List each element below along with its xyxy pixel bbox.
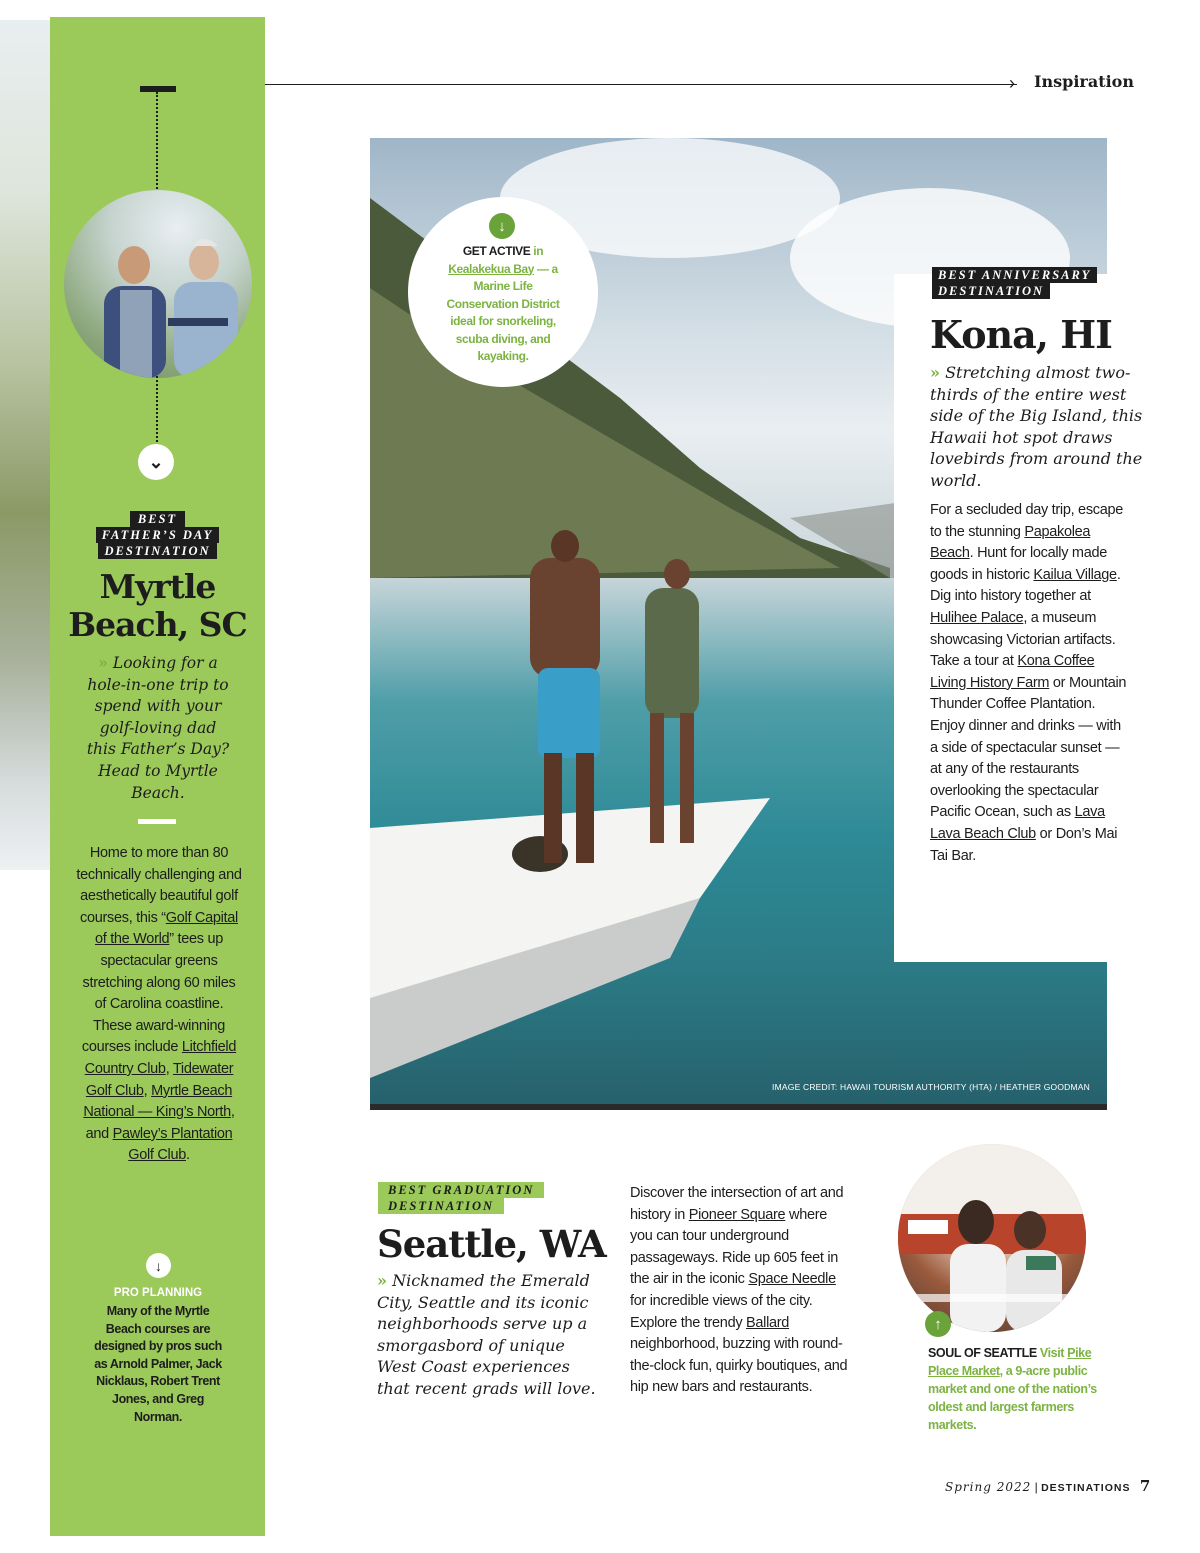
pioneer-square-link[interactable]: Pioneer Square bbox=[688, 1206, 786, 1223]
tag-line: BEST bbox=[130, 511, 185, 527]
tidewater-link[interactable]: Tidewater Golf Club bbox=[85, 1060, 234, 1099]
kona-deck bbox=[930, 362, 1145, 492]
sidebar-dotted-line-top bbox=[156, 92, 158, 192]
kona-title: Kona, HI bbox=[930, 312, 1112, 357]
tag-line: FATHER’S DAY bbox=[96, 527, 219, 543]
sidebar-top-bar bbox=[140, 86, 176, 92]
kailua-village-link[interactable]: Kailua Village bbox=[1033, 566, 1117, 583]
title-line: Beach, SC bbox=[68, 605, 247, 644]
down-arrow-icon: ↓ bbox=[146, 1253, 171, 1278]
seattle-body bbox=[630, 1183, 852, 1399]
folio-publication: DESTINATIONS bbox=[1041, 1482, 1131, 1494]
papakolea-beach-link[interactable]: Papakolea Beach bbox=[930, 523, 1091, 562]
body-text: , bbox=[165, 1060, 170, 1077]
space-needle-link[interactable]: Space Needle bbox=[748, 1271, 836, 1288]
callout-label: GET ACTIVE bbox=[462, 244, 531, 258]
page-folio bbox=[945, 1477, 1151, 1495]
body-text: . Hunt for locally made goods in historic bbox=[930, 545, 1107, 583]
deck-marker-icon: » bbox=[98, 653, 108, 672]
body-text: , and bbox=[85, 1104, 235, 1142]
section-name: Inspiration bbox=[1034, 72, 1134, 91]
soul-of-seattle-text bbox=[928, 1344, 1113, 1434]
chevron-right-icon: › bbox=[1009, 73, 1015, 93]
body-text: for incredible views of the city. Explore the trendy bbox=[630, 1292, 813, 1331]
golfers-illustration bbox=[64, 190, 252, 378]
golf-capital-link[interactable]: Golf Capital of the World bbox=[94, 909, 238, 948]
folio-season: Spring 2022 bbox=[945, 1480, 1032, 1494]
body-text: . Dig into history together at bbox=[930, 566, 1121, 605]
kona-body bbox=[930, 500, 1130, 867]
page-number: 7 bbox=[1139, 1477, 1151, 1495]
litchfield-link[interactable]: Litchfield Country Club bbox=[84, 1039, 237, 1077]
body-text: , bbox=[143, 1082, 148, 1099]
ballard-link[interactable]: Ballard bbox=[746, 1314, 790, 1331]
kona-coffee-farm-link[interactable]: Kona Coffee Living History Farm bbox=[930, 653, 1095, 691]
left-bleed-photo bbox=[0, 20, 52, 870]
title-line: Myrtle bbox=[99, 567, 216, 606]
seattle-photo-illustration bbox=[898, 1144, 1086, 1332]
up-arrow-icon: ↑ bbox=[925, 1311, 951, 1337]
body-text: Discover the intersection of art and history in bbox=[630, 1185, 844, 1223]
callout-text: Visit bbox=[1036, 1346, 1068, 1360]
deck-text: Looking for a hole-in-one trip to spend with your golf-loving dad this Father’s Day? Head to Myrtle Beach. bbox=[86, 654, 230, 802]
tag-line: DESTINATION bbox=[98, 543, 216, 559]
chevron-down-icon: ⌄ bbox=[138, 444, 174, 480]
fathers-day-tag bbox=[50, 511, 265, 559]
body-text: neighborhood, buzzing with round-the-clock fun, quirky boutiques, and hip new bars and restaurants. bbox=[630, 1336, 848, 1396]
deck-text: Stretching almost two-thirds of the entire west side of the Big Island, this Hawaii hot spot draws lovebirds from around the world. bbox=[930, 363, 1143, 490]
tag-line: BEST GRADUATION bbox=[378, 1182, 544, 1198]
golf-dads-photo bbox=[64, 190, 252, 378]
tag-line: DESTINATION bbox=[378, 1198, 504, 1214]
body-text: , a museum showcasing Victorian artifacts. Take a tour at bbox=[930, 609, 1116, 670]
photo-bottom-bar bbox=[370, 1104, 1107, 1110]
callout-text: — a Marine Life Conservation District ideal for snorkeling, scuba diving, and kayaking. bbox=[446, 261, 560, 363]
anniversary-tag bbox=[932, 267, 1097, 299]
body-text: where you can tour underground passageways. Ride up 605 feet in the air in the iconic bbox=[630, 1206, 839, 1288]
callout-text: , a 9-acre public market and one of the nation’s oldest and largest farmers markets. bbox=[928, 1364, 1097, 1432]
hulihee-palace-link[interactable]: Hulihee Palace bbox=[930, 609, 1024, 626]
graduation-tag bbox=[378, 1182, 544, 1214]
body-text: ” tees up spectacular greens stretching along 60 miles of Carolina coastline. These award-winning courses include bbox=[81, 931, 236, 1056]
tag-line: DESTINATION bbox=[932, 283, 1050, 299]
body-text: For a secluded day trip, escape to the stunning bbox=[930, 502, 1124, 540]
myrtle-beach-title bbox=[50, 568, 265, 644]
myrtle-national-link[interactable]: Myrtle Beach National — King’s North bbox=[83, 1082, 233, 1121]
pawleys-link[interactable]: Pawley’s Plantation Golf Club bbox=[112, 1125, 233, 1164]
myrtle-beach-body bbox=[76, 843, 242, 1167]
kealakekua-bay-link[interactable]: Kealakekua Bay bbox=[448, 261, 535, 276]
lava-lava-beach-club-link[interactable]: Lava Lava Beach Club bbox=[930, 804, 1105, 842]
body-text: . bbox=[186, 1147, 190, 1164]
pro-planning-text: Many of the Myrtle Beach courses are designed by pros such as Arnold Palmer, Jack Nicklaus, Robert Trent Jones, and Greg Norman. bbox=[94, 1304, 222, 1424]
myrtle-beach-deck bbox=[86, 652, 230, 804]
sidebar-divider bbox=[138, 819, 176, 824]
pike-place-market-link[interactable]: Pike Place Market bbox=[928, 1346, 1092, 1378]
deck-marker-icon: » bbox=[930, 363, 940, 382]
down-arrow-icon: ↓ bbox=[489, 213, 515, 239]
body-text: or Mountain Thunder Coffee Plantation. Enjoy dinner and drinks — with a side of spectacular sunset — at any of the restaurants overlooking the spectacular Pacific Ocean, such as bbox=[930, 674, 1127, 821]
photo-credit: IMAGE CREDIT: HAWAII TOURISM AUTHORITY (HTA) / HEATHER GOODMAN bbox=[772, 1082, 1090, 1092]
folio-separator: | bbox=[1034, 1480, 1038, 1494]
tag-line: BEST ANNIVERSARY bbox=[932, 267, 1097, 283]
body-text: Home to more than 80 technically challenging and aesthetically beautiful golf courses, this “ bbox=[76, 845, 242, 926]
callout-text: in bbox=[530, 244, 544, 258]
deck-marker-icon: » bbox=[377, 1271, 387, 1290]
callout-label: SOUL OF SEATTLE bbox=[928, 1346, 1037, 1360]
deck-text: Nicknamed the Emerald City, Seattle and its iconic neighborhoods serve up a smorgasbord of unique West Coast experiences that recent grads will love. bbox=[377, 1271, 596, 1398]
sidebar-dotted-line-bottom bbox=[156, 376, 158, 442]
body-text: or Don’s Mai Tai Bar. bbox=[930, 825, 1118, 864]
seattle-title: Seattle, WA bbox=[377, 1222, 606, 1266]
section-rule bbox=[265, 84, 1017, 85]
seattle-deck bbox=[377, 1270, 597, 1400]
pro-planning-label: PRO PLANNING bbox=[113, 1287, 203, 1299]
seattle-friends-photo bbox=[898, 1144, 1086, 1332]
get-active-text bbox=[440, 243, 566, 366]
